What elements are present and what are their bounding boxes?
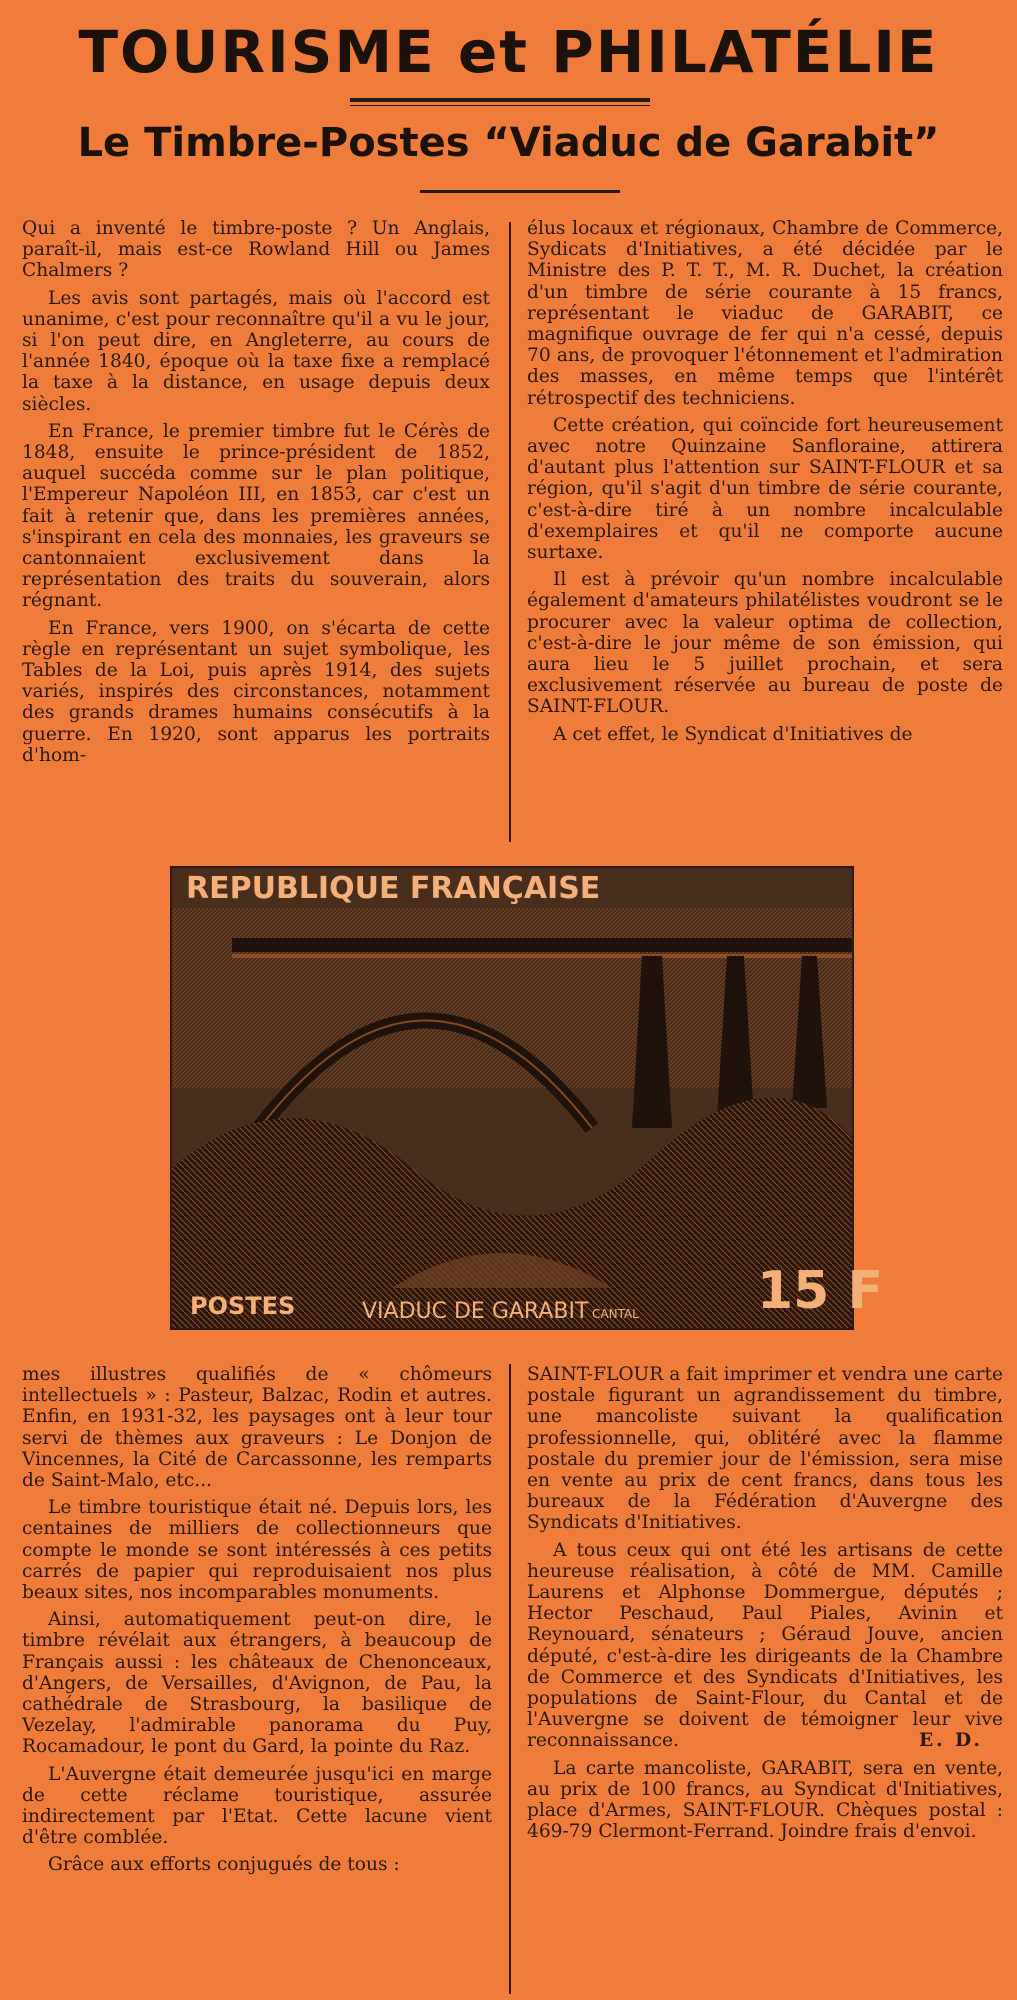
- paragraph: En France, le premier timbre fut le Cérès de 1848, ensuite le prince-président de 1852, auquel succéda comme sur le plan politique, l'Empereur Napoléon III, en 1853, car c'est un fait à retenir que, dans les premières années, s'inspirant en cela des monnaies, les graveurs se cantonnaient exclusivement dans la représentation des traits du souverain, alors régnant.: [22, 420, 490, 612]
- paragraph: Les avis sont partagés, mais où l'accord est unanime, c'est pour reconnaître qu'il a vu le jour, si l'on peut dire, en Angleterre, au cours de l'année 1840, époque où la taxe fixe a remplacé la taxe à la distance, en usage depuis deux siècles.: [22, 287, 490, 415]
- stamp-image: [170, 866, 883, 1330]
- article-subtitle: Le Timbre-Postes “Viaduc de Garabit”: [77, 120, 940, 166]
- stamp-postes: POSTES: [190, 1292, 296, 1320]
- paragraph: élus locaux et régionaux, Chambre de Commerce, Sydicats d'Initiatives, a été décidée par le Ministre des P. T. T., M. R. Duchet, la création d'un timbre de série courante à 15 francs, représentant le viaduc de GARABIT, ce magnifique ouvrage de fer qui n'a cessé, depuis 70 ans, de provoquer l'étonnement et l'admiration des masses, en même temps que l'intérêt rétrospectif des techniciens.: [527, 218, 1003, 409]
- column-top-right: [527, 218, 1003, 751]
- stamp-value: 15 F: [757, 1261, 883, 1321]
- paragraph: L'Auvergne était demeurée jusqu'ici en marge de cette réclame touristique, assurée indirectement par l'Etat. Cette lacune vient d'être comblée.: [22, 1763, 492, 1849]
- column-bottom-right: [527, 1364, 1003, 1848]
- stamp-region: CANTAL: [592, 1307, 639, 1321]
- paragraph: En France, vers 1900, on s'écarta de cette règle en représentant un sujet symbolique, les Tables de la Loi, puis après 1914, des sujets variés, inspirés des circonstances, notamment des grands drames humains consécutifs à la guerre. En 1920, sont apparus les portraits d'hom-: [22, 617, 490, 766]
- paragraph: A cet effet, le Syndicat d'Initiatives de: [553, 723, 913, 745]
- title-rule: [350, 98, 650, 102]
- page-title: TOURISME et PHILATÉLIE: [78, 18, 939, 86]
- viaduct-deck: [232, 938, 852, 952]
- column-bottom-left: [22, 1364, 492, 1882]
- paragraph: Ainsi, automatiquement peut-on dire, le timbre révélait aux étrangers, à beaucoup de Français aussi : les châteaux de Chenonceaux, d'Angers, de Versailles, d'Avignon, de Pau, la cathédrale de Strasbourg, la basilique de Vezelay, l'admirable panorama du Puy, Rocamadour, le pont du Gard, la pointe du Raz.: [22, 1609, 492, 1758]
- stamp-country: REPUBLIQUE FRANÇAISE: [186, 871, 601, 906]
- subtitle-rule: [420, 190, 620, 193]
- paragraph: Il est à prévoir qu'un nombre incalculable également d'amateurs philatélistes voudront se le procurer avec la valeur optima de collection, c'est-à-dire le jour même de son émission, qui aura lieu le 5 juillet prochain, et sera exclusivement réservée au bureau de poste de SAINT-FLOUR.: [527, 569, 1003, 718]
- paragraph: Le timbre touristique était né. Depuis lors, les centaines de milliers de collectionneurs que compte le monde se sont intéressés à ces petits carrés de papier qui reproduisaient nos plus beaux sites, nos incomparables monuments.: [22, 1497, 492, 1604]
- stamp-caption: VIADUC DE GARABIT: [362, 1299, 589, 1324]
- column-divider: [509, 1364, 511, 1994]
- author-signature: E. D.: [918, 1730, 983, 1752]
- column-divider: [509, 222, 511, 842]
- stamp-illustration: [172, 868, 883, 1328]
- paragraph: [527, 1540, 1003, 1752]
- paragraph: Qui a inventé le timbre-poste ? Un Anglais, paraît-il, mais est-ce Rowland Hill ou James Chalmers ?: [22, 218, 490, 282]
- column-top-left: [22, 218, 490, 772]
- title-rule-thin: [350, 105, 650, 106]
- paragraph-text: A tous ceux qui ont été les artisans de cette heureuse réalisation, à côté de MM. Camille Laurens et Alphonse Dommergue, députés ; Hector Peschaud, Paul Piales, Avinin et Reynouard, sénateurs ; Géraud Jouve, ancien député, c'est-à-dire les dirigeants de la Chambre de Commerce et des Syndicats d'Initiatives, les populations de Saint-Flour, du Cantal et de l'Auvergne se doivent de témoigner leur vive reconnaissance.: [527, 1539, 1003, 1752]
- paragraph: mes illustres qualifiés de « chômeurs intellectuels » : Pasteur, Balzac, Rodin et autres. Enfin, en 1931-32, les paysages ont à leur tour servi de thèmes aux graveurs : Le Donjon de Vincennes, la Cité de Carcassonne, les remparts de Saint-Malo, etc...: [22, 1364, 492, 1492]
- paragraph: SAINT-FLOUR a fait imprimer et vendra une carte postale figurant un agrandissement du timbre, une mancoliste suivant la qualification professionnelle, qui, oblitéré avec la flamme postale du premier jour de l'émission, sera mise en vente au prix de cent francs, dans tous les bureaux de la Fédération d'Auvergne des Syndicats d'Initiatives.: [527, 1364, 1003, 1534]
- paragraph: Grâce aux efforts conjugués de tous :: [48, 1854, 400, 1876]
- paragraph: Cette création, qui coïncide fort heureusement avec notre Quinzaine Sanfloraine, attirera d'autant plus l'attention sur SAINT-FLOUR et sa région, qu'il s'agit d'un timbre de série courante, c'est-à-dire tiré à un nombre incalculable d'exemplaires et qu'il ne comporte aucune surtaxe.: [527, 414, 1003, 564]
- paragraph: La carte mancoliste, GARABIT, sera en vente, au prix de 100 francs, au Syndicat d'Initiatives, place d'Armes, SAINT-FLOUR. Chèques postal : 469-79 Clermont-Ferrand. Joindre frais d'envoi.: [527, 1757, 1003, 1843]
